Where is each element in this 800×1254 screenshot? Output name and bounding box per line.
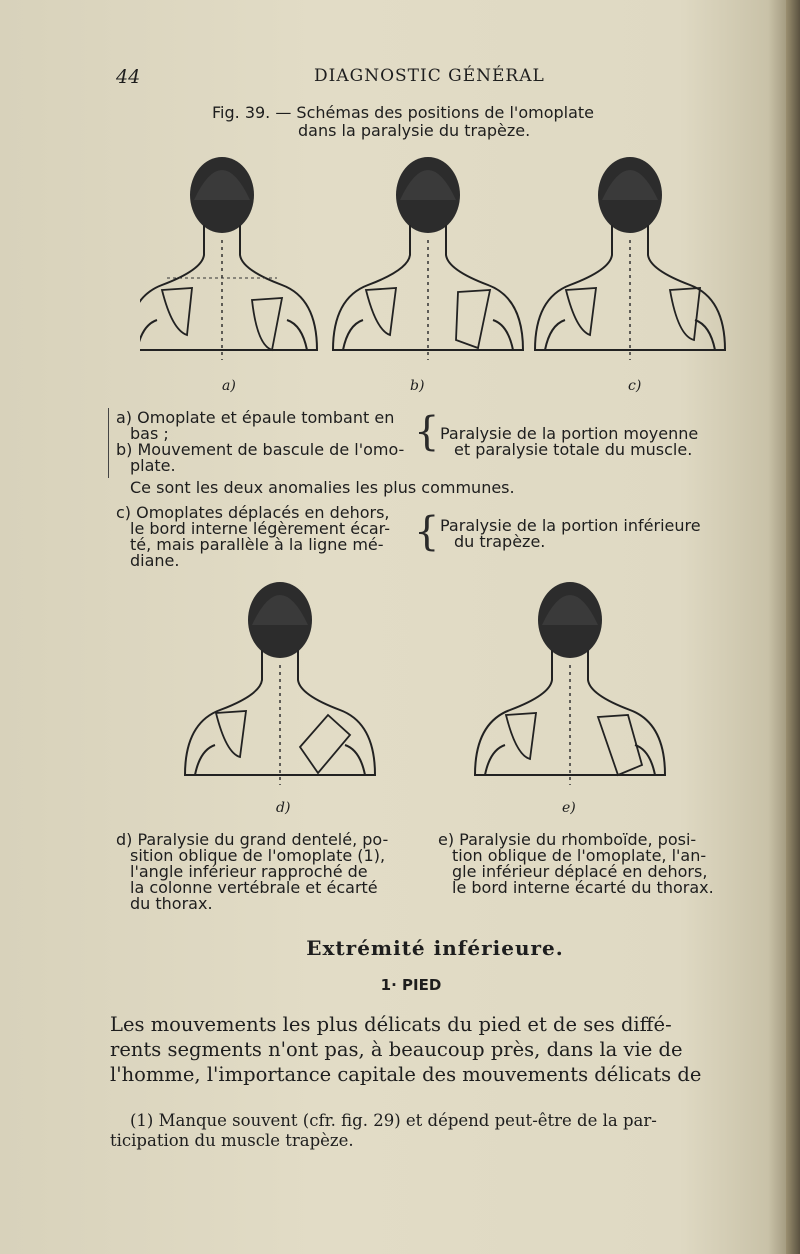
legend-ab-right-2: et paralysie totale du muscle. — [454, 440, 693, 459]
figure-panels-top — [140, 150, 740, 380]
body-paragraph — [110, 1012, 735, 1087]
legend-d-4: la colonne vertébrale et écarté — [130, 878, 378, 897]
legend-common: Ce sont les deux anomalies les plus communes. — [130, 478, 515, 497]
page-number: 44 — [116, 66, 141, 88]
legend-e-1: e) Paralysie du rhomboïde, posi- — [438, 830, 697, 849]
legend-c-4: diane. — [130, 551, 180, 570]
legend-e-2: tion oblique de l'omoplate, l'an- — [452, 846, 707, 865]
legend-d-2: sition oblique de l'omoplate (1), — [130, 846, 386, 865]
figure-panels-bottom — [165, 575, 685, 800]
panel-label-a: a) — [222, 378, 236, 394]
figure-caption-line1: Fig. 39. — Schémas des positions de l'omoplate — [212, 103, 595, 122]
panel-label-d: d) — [276, 800, 291, 816]
section-title: Extrémité inférieure. — [306, 936, 564, 960]
body-line-1: Les mouvements les plus délicats du pied et de ses diffé- — [110, 1013, 672, 1036]
brace-c: { — [414, 509, 440, 555]
legend-d-1: d) Paralysie du grand dentelé, po- — [116, 830, 389, 849]
legend-b-2: plate. — [130, 456, 176, 475]
legend-c-1: c) Omoplates déplacés en dehors, — [116, 503, 390, 522]
legend-d-5: du thorax. — [130, 894, 213, 913]
section-subtitle: 1· PIED — [380, 976, 442, 994]
legend-ab-right-1: Paralysie de la portion moyenne — [440, 424, 699, 443]
legend-c-right-2: du trapèze. — [454, 532, 546, 551]
footnote-line-1: (1) Manque souvent (cfr. fig. 29) et dépend peut-être de la par- — [130, 1111, 657, 1130]
legend-e-3: gle inférieur déplacé en dehors, — [452, 862, 708, 881]
legend-b-1: b) Mouvement de bascule de l'omo- — [116, 440, 405, 459]
panel-label-b: b) — [410, 378, 425, 394]
legend-a-2: bas ; — [130, 424, 169, 443]
legend-c-2: le bord interne légèrement écar- — [130, 519, 390, 538]
brace-ab: { — [414, 409, 440, 455]
running-title: DIAGNOSTIC GÉNÉRAL — [314, 66, 545, 86]
legend-a-1: a) Omoplate et épaule tombant en — [116, 408, 395, 427]
panel-label-c: c) — [628, 378, 642, 394]
figure-caption-line2: dans la paralysie du trapèze. — [298, 121, 531, 140]
panel-label-e: e) — [562, 800, 576, 816]
legend-c-right-1: Paralysie de la portion inférieure — [440, 516, 701, 535]
legend-e-4: le bord interne écarté du thorax. — [452, 878, 714, 897]
body-line-2: rents segments n'ont pas, à beaucoup près, dans la vie de — [110, 1038, 683, 1061]
body-line-3: l'homme, l'importance capitale des mouvements délicats de — [110, 1063, 702, 1086]
legend-c-3: té, mais parallèle à la ligne mé- — [130, 535, 384, 554]
page-edge — [786, 0, 800, 1254]
footnote-line-2: ticipation du muscle trapèze. — [110, 1131, 354, 1150]
legend-d-3: l'angle inférieur rapproché de — [130, 862, 368, 881]
legend-bar — [108, 408, 109, 478]
